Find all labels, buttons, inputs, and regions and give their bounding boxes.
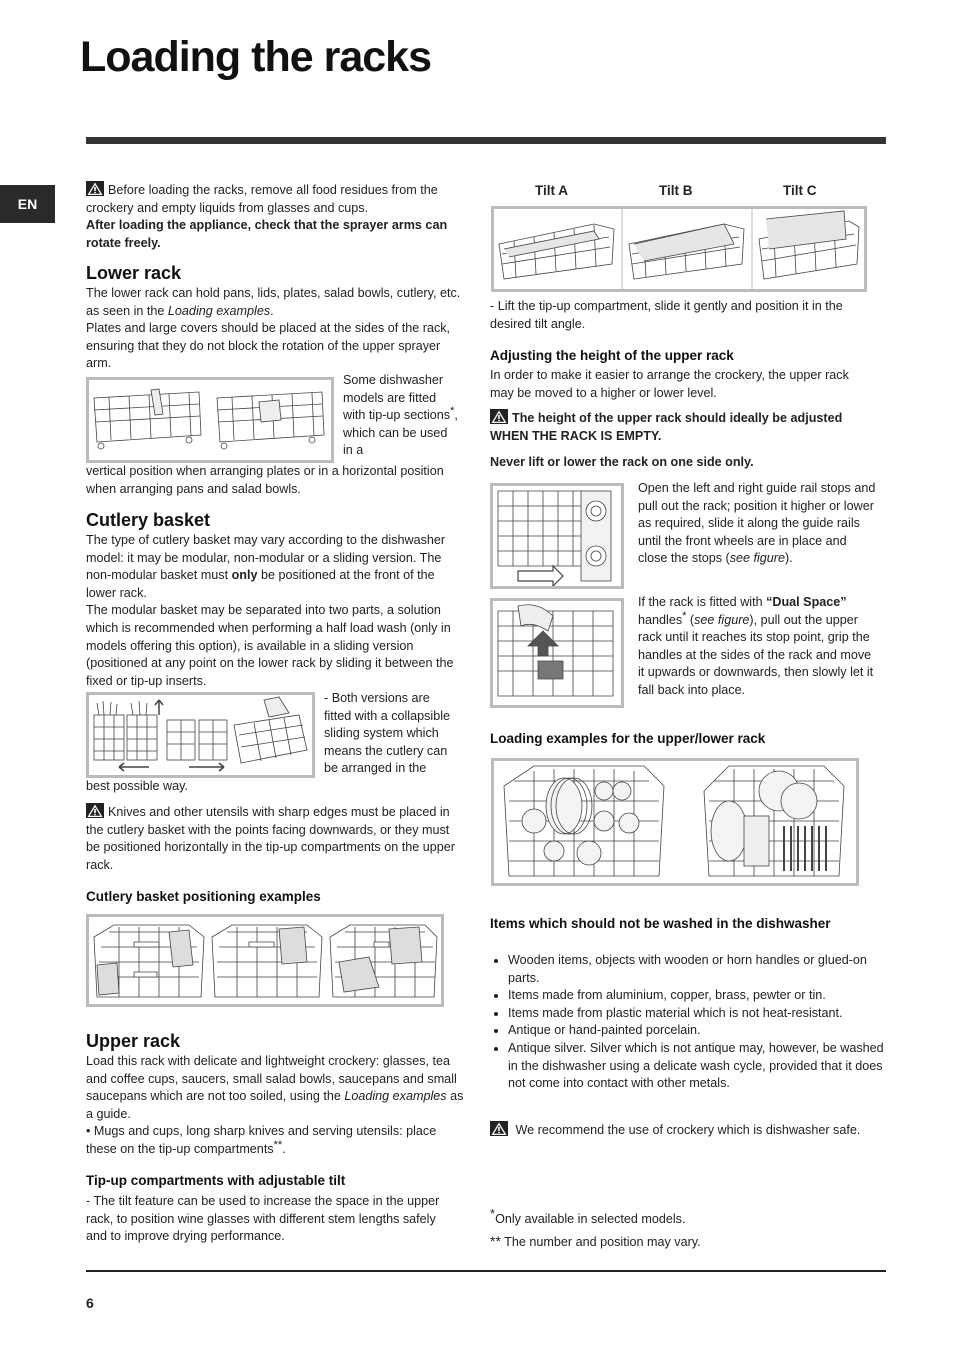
dual-text-italic: see figure <box>694 612 750 627</box>
guide-text-b: ). <box>785 551 793 566</box>
adjusting-warning-a: The height of the upper rack should ideally be adjusted <box>512 411 843 425</box>
adjusting-text: In order to make it easier to arrange the crockery, the upper rack may be moved to a higher or lower level. <box>490 368 849 400</box>
tip-up-text-b: , which can be used in a <box>343 408 458 458</box>
warning-icon <box>490 1121 508 1136</box>
not-washed-list <box>490 952 888 1093</box>
positioning-heading: Cutlery basket positioning examples <box>86 889 321 904</box>
dual-text-a: If the rack is fitted with <box>638 595 767 609</box>
tilt-text: - The tilt feature can be used to increase the space in the upper rack, to position wine glasses with different stem lengths safely and to improve drying performance. <box>86 1194 440 1244</box>
not-washed-heading: Items which should not be washed in the dishwasher <box>490 916 831 931</box>
lower-rack-p2: Plates and large covers should be placed at the sides of the rack, ensuring that they do not block the rotation of the upper sprayer arm. <box>86 321 451 371</box>
loading-examples-illustration <box>494 761 856 883</box>
dual-space-text <box>638 594 878 700</box>
upper-p1b: as a guide. <box>86 1089 464 1121</box>
intro-bold: After loading the appliance, check that the sprayer arms can rotate freely. <box>86 218 448 250</box>
lower-rack-figure <box>86 377 334 463</box>
lower-rack-p1a: The lower rack can hold pans, lids, plates, salad bowls, cutlery, etc. as seen in the <box>86 286 461 318</box>
adjusting-heading: Adjusting the height of the upper rack <box>490 348 734 363</box>
dual-text-b: handles <box>638 612 683 627</box>
lower-rack-p1b: . <box>270 303 274 318</box>
upper-rack-heading: Upper rack <box>86 1031 181 1051</box>
upper-p1-italic: Loading examples <box>344 1089 447 1104</box>
loading-examples-figure <box>491 758 859 886</box>
cutlery-basket-heading: Cutlery basket <box>86 510 211 530</box>
title-rule <box>86 137 886 144</box>
guide-rail-illustration <box>493 486 621 586</box>
intro-block <box>86 181 461 252</box>
cutlery-p2: The modular basket may be separated into two parts, a solution which is recommended when performing a half load wash (only in models offering this option), is available in a sliding version (positioned at any point on the lower rack by sliding it between the fixed or tip-up inserts. <box>86 603 454 688</box>
cutlery-side-text: - Both versions are fitted with a collapsible sliding system which means the cutlery can be arranged in the <box>324 691 451 776</box>
upper-p1a: Load this rack with delicate and lightweight crockery: glasses, tea and coffee cups, saucers, small salad bowls, saucepans and small saucepans which are not too soiled, using the <box>86 1054 457 1104</box>
list-item: • Items made from plastic material which is not heat-resistant. <box>508 1005 888 1023</box>
page-title: Loading the racks <box>80 33 431 81</box>
footnote-2 <box>490 1233 701 1252</box>
dual-space-illustration <box>493 601 621 705</box>
footnote-star: * <box>682 609 687 622</box>
cutlery-basket-figure <box>86 692 315 778</box>
warning-icon <box>86 803 104 818</box>
tilt-c-label: Tilt C <box>783 183 817 198</box>
lower-rack-cont: vertical position when arranging plates or in a horizontal position when arranging pans and salad bowls. <box>86 464 444 496</box>
page-number: 6 <box>86 1295 94 1311</box>
lower-rack-p1-italic: Loading examples <box>167 303 271 318</box>
tip-up-text-a: Some dishwasher models are fitted with tip-up sections <box>343 373 451 423</box>
recommend-text: We recommend the use of crockery which is dishwasher safe. <box>515 1123 861 1137</box>
guide-rail-figure <box>490 483 624 589</box>
warning-icon <box>86 181 104 196</box>
upper-rack-text <box>86 1053 464 1159</box>
adjusting-warning <box>490 409 880 445</box>
footnote-1-star: * <box>490 1205 496 1221</box>
list-item: • Antique silver. Silver which is not antique may, however, be washed in the dishwasher using a delicate wash cycle, provided that it does not come into contact with other metals. <box>508 1040 888 1093</box>
footer-rule <box>86 1270 886 1272</box>
tilt-b-label: Tilt B <box>659 183 693 198</box>
cutlery-p1a: The type of cutlery basket may vary according to the dishwasher model: it may be modular, non-modular or a sliding version. The non-modular basket must <box>86 533 446 583</box>
list-item: • Items made from aluminium, copper, brass, pewter or tin. <box>508 987 888 1005</box>
intro-text: Before loading the racks, remove all food residues from the crockery and empty liquids from glasses and cups. <box>86 183 438 215</box>
footnote-2-text: The number and position may vary. <box>500 1235 701 1249</box>
lower-rack-heading: Lower rack <box>86 263 182 283</box>
dual-text-d: ), pull out the upper rack until it reaches its stop point, grip the handles at the sides of the rack and move it upwards or downwards, then slowly let it fall back into place. <box>638 612 874 697</box>
lower-rack-text <box>86 285 461 373</box>
language-tab: EN <box>0 185 55 223</box>
tilt-a-label: Tilt A <box>535 183 568 198</box>
tilt-figure <box>491 206 867 292</box>
dual-space-figure <box>490 598 624 708</box>
guide-text-a: Open the left and right guide rail stops and pull out the rack; position it higher or lower as required, slide it along the guide rails until the front wheels are in place and close the stops ( <box>638 481 876 566</box>
dual-text-c: ( <box>686 612 695 627</box>
list-item: • Wooden items, objects with wooden or horn handles or glued-on parts. <box>508 952 888 987</box>
loading-examples-heading: Loading examples for the upper/lower rack <box>490 731 766 746</box>
cutlery-p1-bold: only <box>231 568 258 583</box>
list-item: • Antique or hand-painted porcelain. <box>508 1022 888 1040</box>
cutlery-cont: best possible way. <box>86 779 188 793</box>
knives-warning <box>86 803 464 874</box>
tilt-caption: - Lift the tip-up compartment, slide it gently and position it in the desired tilt angle. <box>490 299 843 331</box>
recommend-note <box>490 1121 870 1140</box>
footnote-double-star: ** <box>273 1138 283 1151</box>
dual-space-bold: “Dual Space” <box>766 595 847 609</box>
warning-icon <box>490 409 508 424</box>
cutlery-basket-illustration <box>89 695 312 775</box>
positioning-illustration <box>89 917 441 1004</box>
cutlery-basket-text <box>86 532 461 690</box>
footnote-2-star: ** <box>490 1233 501 1249</box>
positioning-figure <box>86 914 444 1007</box>
tilt-heading: Tip-up compartments with adjustable tilt <box>86 1173 346 1188</box>
knives-warning-text: Knives and other utensils with sharp edges must be placed in the cutlery basket with the points facing downwards, or they must be positioned horizontally in the tip-up compartments on the upper rack. <box>86 805 455 872</box>
footnote-1 <box>490 1205 686 1229</box>
footnote-1-text: Only available in selected models. <box>495 1212 686 1226</box>
tilt-illustration <box>494 209 864 289</box>
adjusting-warning-b: WHEN THE RACK IS EMPTY. <box>490 428 662 443</box>
guide-text-italic: see figure <box>729 551 786 566</box>
cutlery-p1b: be positioned at the front of the lower rack. <box>86 568 435 600</box>
guide-rail-text <box>638 480 878 568</box>
upper-p2a: • Mugs and cups, long sharp knives and serving utensils: place these on the tip-up compartments <box>86 1124 437 1156</box>
footnote-star: * <box>450 405 455 417</box>
never-lift-text: Never lift or lower the rack on one side only. <box>490 455 754 469</box>
lower-rack-illustration <box>89 380 331 460</box>
tip-up-side-text <box>343 372 458 460</box>
upper-p2b: . <box>282 1141 286 1156</box>
